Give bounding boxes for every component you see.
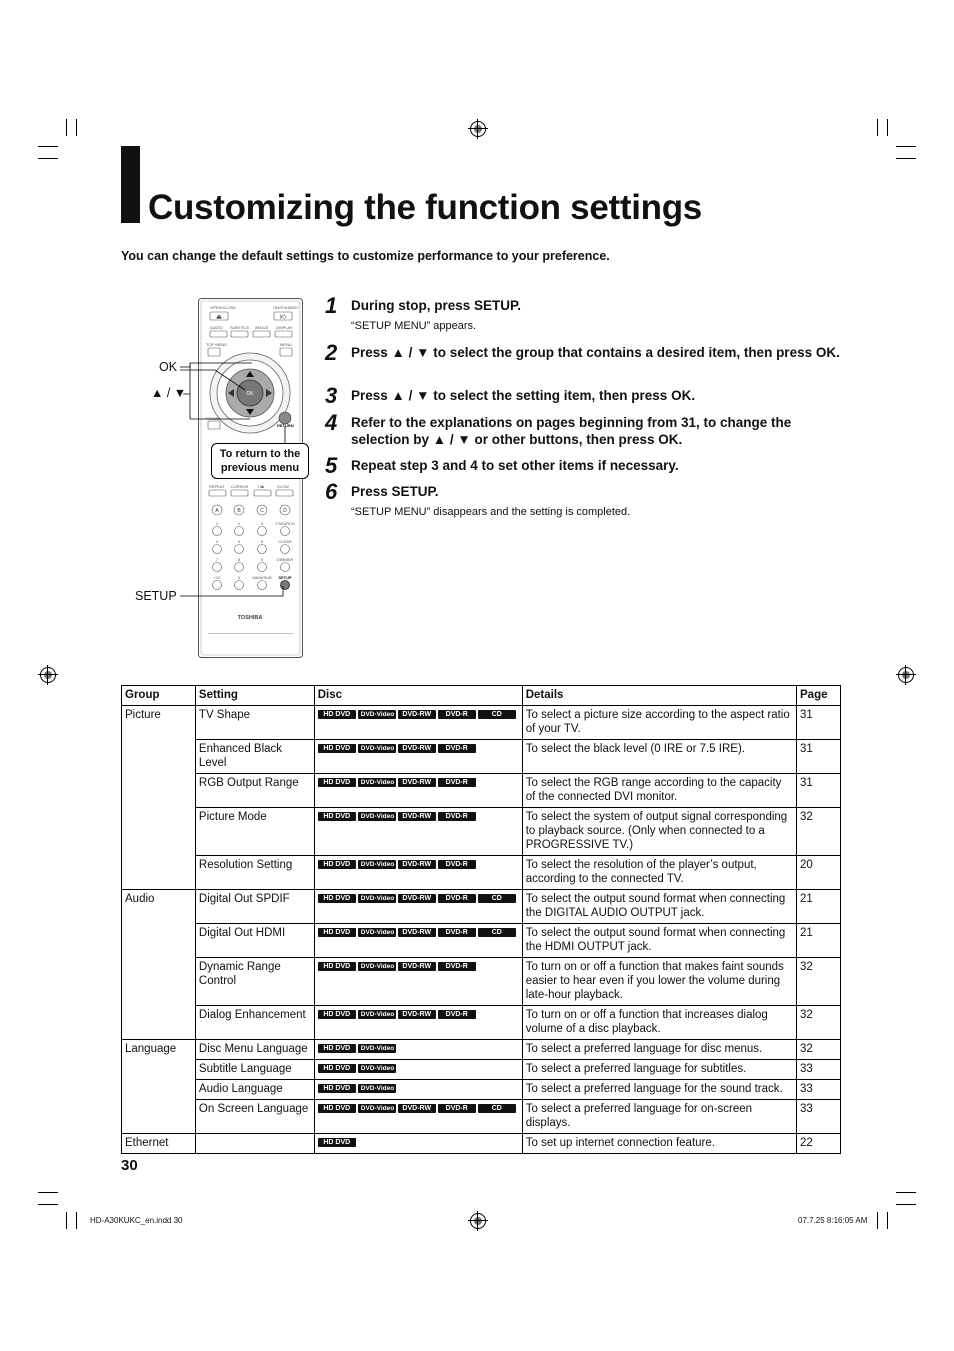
table-row bbox=[122, 1060, 841, 1080]
disc-badge-cd: CD bbox=[478, 894, 516, 903]
a-button-label: A bbox=[215, 508, 219, 514]
details-cell: To select a preferred language for disc menus. bbox=[522, 1040, 796, 1060]
key-4-label: 4 bbox=[215, 539, 219, 544]
disc-badge-cd: CD bbox=[478, 1104, 516, 1113]
disc-badge-r: DVD-R bbox=[438, 1104, 476, 1113]
slow-label: SLOW bbox=[277, 484, 289, 489]
disc-cell bbox=[314, 1060, 522, 1080]
key-2-label: 2 bbox=[237, 521, 241, 526]
disc-badge-dv: DVD-Video bbox=[358, 1044, 396, 1053]
table-row bbox=[122, 856, 841, 890]
step-number: 1 bbox=[325, 293, 338, 318]
disc-badge-r: DVD-R bbox=[438, 1010, 476, 1019]
cursor-label: CURSOR bbox=[231, 484, 249, 489]
eject-icon: ⏏ bbox=[216, 314, 222, 321]
disc-badge-hd: HD DVD bbox=[318, 812, 356, 821]
details-cell: To select the resolution of the player’s output, according to the connected TV. bbox=[522, 856, 796, 890]
disc-badge-rw: DVD-RW bbox=[398, 1010, 436, 1019]
ok-callout: OK bbox=[159, 360, 178, 374]
page-cell: 22 bbox=[797, 1134, 841, 1154]
disc-badge-dv: DVD-Video bbox=[358, 962, 396, 971]
main-sub-label: MAIN/SUB bbox=[252, 575, 272, 580]
step-4 bbox=[325, 410, 845, 457]
key-3-label: 3 bbox=[260, 521, 264, 526]
key-0-label: 0 bbox=[237, 575, 241, 580]
details-cell: To set up internet connection feature. bbox=[522, 1134, 796, 1154]
table-row bbox=[122, 740, 841, 774]
return-note-box: To return to the previous menu bbox=[211, 443, 309, 479]
page-title: Customizing the function settings bbox=[148, 188, 702, 227]
disc-badge-hd: HD DVD bbox=[318, 1044, 356, 1053]
disc-badge-r: DVD-R bbox=[438, 744, 476, 753]
group-cell: Ethernet bbox=[122, 1134, 196, 1154]
setting-cell: Picture Mode bbox=[195, 808, 314, 856]
disc-cell bbox=[314, 856, 522, 890]
page-cell: 32 bbox=[797, 1006, 841, 1040]
key-8-label: 8 bbox=[237, 557, 241, 562]
disc-badge-hd: HD DVD bbox=[318, 1084, 356, 1093]
details-cell: To turn on or off a function that increases dialog volume of a disc playback. bbox=[522, 1006, 796, 1040]
disc-badge-cd: CD bbox=[478, 928, 516, 937]
disc-badge-hd: HD DVD bbox=[318, 744, 356, 753]
setting-cell: Digital Out SPDIF bbox=[195, 890, 314, 924]
disc-badge-dv: DVD-Video bbox=[358, 1064, 396, 1073]
page-cell: 33 bbox=[797, 1080, 841, 1100]
table-row bbox=[122, 808, 841, 856]
details-cell: To turn on or off a function that makes faint sounds easier to hear even if you lower the volume during late-hour playback. bbox=[522, 958, 796, 1006]
footer-timestamp: 07.7.25 8:16:05 AM bbox=[798, 1216, 868, 1225]
disc-cell bbox=[314, 706, 522, 740]
details-cell: To select the output sound format when connecting the HDMI OUTPUT jack. bbox=[522, 924, 796, 958]
disc-badge-rw: DVD-RW bbox=[398, 894, 436, 903]
disc-badge-rw: DVD-RW bbox=[398, 710, 436, 719]
disc-badge-hd: HD DVD bbox=[318, 928, 356, 937]
step-6 bbox=[325, 479, 845, 518]
registration-mark bbox=[470, 1213, 486, 1229]
disc-badge-hd: HD DVD bbox=[318, 710, 356, 719]
subtitle-label: SUBTITLE bbox=[230, 325, 250, 330]
header-group: Group bbox=[122, 686, 196, 706]
page-cell: 33 bbox=[797, 1060, 841, 1080]
group-cell: Language bbox=[122, 1040, 196, 1134]
disc-cell bbox=[314, 1134, 522, 1154]
t-search-label: T.SEARCH bbox=[275, 521, 295, 526]
disc-cell bbox=[314, 1080, 522, 1100]
step-text: During stop, press SETUP. bbox=[351, 298, 522, 313]
details-cell: To select a preferred language for the sound track. bbox=[522, 1080, 796, 1100]
setting-cell: Disc Menu Language bbox=[195, 1040, 314, 1060]
step-2 bbox=[325, 340, 845, 387]
page-cell: 32 bbox=[797, 958, 841, 1006]
step-text: Press SETUP. bbox=[351, 484, 439, 499]
step-number: 3 bbox=[325, 383, 338, 408]
table-row bbox=[122, 1134, 841, 1154]
table-header-row bbox=[122, 686, 841, 706]
header-setting: Setting bbox=[195, 686, 314, 706]
frame-label: FRAME bbox=[206, 416, 220, 421]
crop-mark bbox=[76, 1212, 77, 1229]
disc-badge-rw: DVD-RW bbox=[398, 1104, 436, 1113]
header-disc: Disc bbox=[314, 686, 522, 706]
page-cell: 32 bbox=[797, 808, 841, 856]
disc-cell bbox=[314, 958, 522, 1006]
page-cell: 31 bbox=[797, 706, 841, 740]
b-button-label: B bbox=[237, 508, 241, 514]
toshiba-logo: TOSHIBA bbox=[237, 615, 263, 621]
angle-label: ANGLE bbox=[255, 325, 269, 330]
setting-cell: Resolution Setting bbox=[195, 856, 314, 890]
page-cell: 32 bbox=[797, 1040, 841, 1060]
disc-badge-r: DVD-R bbox=[438, 962, 476, 971]
header-page: Page bbox=[797, 686, 841, 706]
disc-badge-r: DVD-R bbox=[438, 860, 476, 869]
setting-cell: TV Shape bbox=[195, 706, 314, 740]
setup-key-label: SETUP bbox=[278, 575, 292, 580]
disc-cell bbox=[314, 1100, 522, 1134]
step-1 bbox=[325, 293, 845, 344]
disc-badge-rw: DVD-RW bbox=[398, 744, 436, 753]
step-text: Refer to the explanations on pages beginning from 31, to change the selection by ▲ / ▼ or other buttons, then press OK. bbox=[351, 415, 792, 447]
page-cell: 21 bbox=[797, 890, 841, 924]
setting-cell: Dynamic Range Control bbox=[195, 958, 314, 1006]
repeat-label: REPEAT bbox=[209, 484, 225, 489]
disc-badge-r: DVD-R bbox=[438, 812, 476, 821]
display-label: DISPLAY bbox=[276, 325, 293, 330]
crop-mark bbox=[887, 1212, 888, 1229]
table-row bbox=[122, 924, 841, 958]
power-icon: I/⏻ bbox=[279, 314, 287, 321]
disc-badge-hd: HD DVD bbox=[318, 1010, 356, 1019]
disc-badge-rw: DVD-RW bbox=[398, 778, 436, 787]
disc-badge-dv: DVD-Video bbox=[358, 778, 396, 787]
plus10-label: +10 bbox=[213, 575, 221, 580]
details-cell: To select a preferred language for subtitles. bbox=[522, 1060, 796, 1080]
disc-badge-dv: DVD-Video bbox=[358, 894, 396, 903]
group-cell: Picture bbox=[122, 706, 196, 890]
arrows-callout: ▲ / ▼ bbox=[151, 386, 187, 400]
step-5 bbox=[325, 453, 845, 483]
step-3 bbox=[325, 383, 845, 414]
crop-mark bbox=[896, 1204, 916, 1205]
setting-cell: Audio Language bbox=[195, 1080, 314, 1100]
details-cell: To select the black level (0 IRE or 7.5 IRE). bbox=[522, 740, 796, 774]
step-number: 4 bbox=[325, 410, 338, 435]
return-label: RETURN bbox=[277, 423, 294, 428]
details-cell: To select the system of output signal corresponding to playback source. (Only when connected to a PROGRESSIVE TV.) bbox=[522, 808, 796, 856]
step-text: Press ▲ / ▼ to select the setting item, then press OK. bbox=[351, 388, 696, 403]
menu-label: MENU bbox=[280, 342, 292, 347]
ok-button-label: OK bbox=[246, 391, 254, 397]
open-close-label: OPEN/CLOSE bbox=[210, 305, 237, 310]
key-7-label: 7 bbox=[215, 557, 219, 562]
disc-badge-cd: CD bbox=[478, 710, 516, 719]
header-details: Details bbox=[522, 686, 796, 706]
group-cell: Audio bbox=[122, 890, 196, 1040]
table-row bbox=[122, 958, 841, 1006]
setup-callout: SETUP bbox=[135, 589, 177, 603]
details-cell: To select the output sound format when connecting the DIGITAL AUDIO OUTPUT jack. bbox=[522, 890, 796, 924]
page-cell: 21 bbox=[797, 924, 841, 958]
table-row bbox=[122, 706, 841, 740]
page-cell: 20 bbox=[797, 856, 841, 890]
disc-badge-hd: HD DVD bbox=[318, 894, 356, 903]
c-button-label: C bbox=[260, 508, 264, 514]
key-9-label: 9 bbox=[260, 557, 264, 562]
step-text: Repeat step 3 and 4 to set other items if necessary. bbox=[351, 458, 679, 473]
page-cell: 31 bbox=[797, 740, 841, 774]
audio-label: AUDIO bbox=[210, 325, 223, 330]
step-icon: I I▶ bbox=[258, 484, 265, 489]
disc-cell bbox=[314, 1006, 522, 1040]
crop-mark bbox=[896, 1192, 916, 1193]
table-row bbox=[122, 1100, 841, 1134]
step-number: 2 bbox=[325, 340, 338, 365]
disc-badge-dv: DVD-Video bbox=[358, 860, 396, 869]
disc-badge-hd: HD DVD bbox=[318, 1064, 356, 1073]
disc-badge-rw: DVD-RW bbox=[398, 928, 436, 937]
disc-cell bbox=[314, 808, 522, 856]
key-5-label: 5 bbox=[237, 539, 241, 544]
disc-cell bbox=[314, 774, 522, 808]
table-row bbox=[122, 774, 841, 808]
table-row bbox=[122, 1080, 841, 1100]
intro-text: You can change the default settings to customize performance to your preference. bbox=[121, 249, 610, 263]
disc-badge-hd: HD DVD bbox=[318, 778, 356, 787]
setting-cell: Subtitle Language bbox=[195, 1060, 314, 1080]
disc-badge-hd: HD DVD bbox=[318, 860, 356, 869]
disc-badge-dv: DVD-Video bbox=[358, 812, 396, 821]
step-text: Press ▲ / ▼ to select the group that contains a desired item, then press OK. bbox=[351, 345, 840, 360]
setting-cell: Dialog Enhancement bbox=[195, 1006, 314, 1040]
disc-badge-dv: DVD-Video bbox=[358, 1084, 396, 1093]
setting-cell: On Screen Language bbox=[195, 1100, 314, 1134]
page-cell: 31 bbox=[797, 774, 841, 808]
disc-badge-r: DVD-R bbox=[438, 894, 476, 903]
disc-badge-hd: HD DVD bbox=[318, 1138, 356, 1147]
clear-label: CLEAR bbox=[278, 539, 292, 544]
disc-badge-dv: DVD-Video bbox=[358, 744, 396, 753]
settings-table bbox=[121, 685, 841, 1154]
details-cell: To select the RGB range according to the capacity of the connected DVI monitor. bbox=[522, 774, 796, 808]
disc-badge-dv: DVD-Video bbox=[358, 928, 396, 937]
setting-cell bbox=[195, 1134, 314, 1154]
crop-mark bbox=[38, 1204, 58, 1205]
details-cell: To select a picture size according to the aspect ratio of your TV. bbox=[522, 706, 796, 740]
step-number: 5 bbox=[325, 453, 338, 478]
table-row bbox=[122, 1040, 841, 1060]
footer-filename: HD-A30KUKC_en.indd 30 bbox=[90, 1216, 183, 1225]
steps-list bbox=[325, 293, 845, 518]
disc-badge-hd: HD DVD bbox=[318, 1104, 356, 1113]
on-standby-label: ON/STANDBY bbox=[273, 305, 299, 310]
key-1-label: 1 bbox=[215, 521, 219, 526]
disc-badge-rw: DVD-RW bbox=[398, 962, 436, 971]
crop-mark bbox=[66, 1212, 67, 1229]
crop-mark bbox=[877, 1212, 878, 1229]
disc-badge-r: DVD-R bbox=[438, 710, 476, 719]
page-cell: 33 bbox=[797, 1100, 841, 1134]
key-6-label: 6 bbox=[260, 539, 264, 544]
setting-cell: RGB Output Range bbox=[195, 774, 314, 808]
disc-badge-r: DVD-R bbox=[438, 928, 476, 937]
disc-cell bbox=[314, 890, 522, 924]
disc-badge-rw: DVD-RW bbox=[398, 812, 436, 821]
disc-badge-r: DVD-R bbox=[438, 778, 476, 787]
dimmer-label: DIMMER bbox=[276, 557, 294, 562]
step-subtext: “SETUP MENU” appears. bbox=[351, 320, 477, 332]
details-cell: To select a preferred language for on-screen displays. bbox=[522, 1100, 796, 1134]
table-row bbox=[122, 890, 841, 924]
d-button-label: D bbox=[283, 508, 287, 514]
step-number: 6 bbox=[325, 479, 338, 504]
table-row bbox=[122, 1006, 841, 1040]
crop-mark bbox=[38, 1192, 58, 1193]
disc-badge-dv: DVD-Video bbox=[358, 1010, 396, 1019]
step-subtext: “SETUP MENU” disappears and the setting is completed. bbox=[351, 506, 631, 518]
disc-cell bbox=[314, 1040, 522, 1060]
disc-badge-dv: DVD-Video bbox=[358, 1104, 396, 1113]
disc-badge-dv: DVD-Video bbox=[358, 710, 396, 719]
setting-cell: Digital Out HDMI bbox=[195, 924, 314, 958]
disc-cell bbox=[314, 740, 522, 774]
top-menu-label: TOP MENU bbox=[206, 342, 227, 347]
disc-badge-rw: DVD-RW bbox=[398, 860, 436, 869]
disc-badge-hd: HD DVD bbox=[318, 962, 356, 971]
page-number: 30 bbox=[121, 1157, 138, 1174]
setting-cell: Enhanced Black Level bbox=[195, 740, 314, 774]
disc-cell bbox=[314, 924, 522, 958]
